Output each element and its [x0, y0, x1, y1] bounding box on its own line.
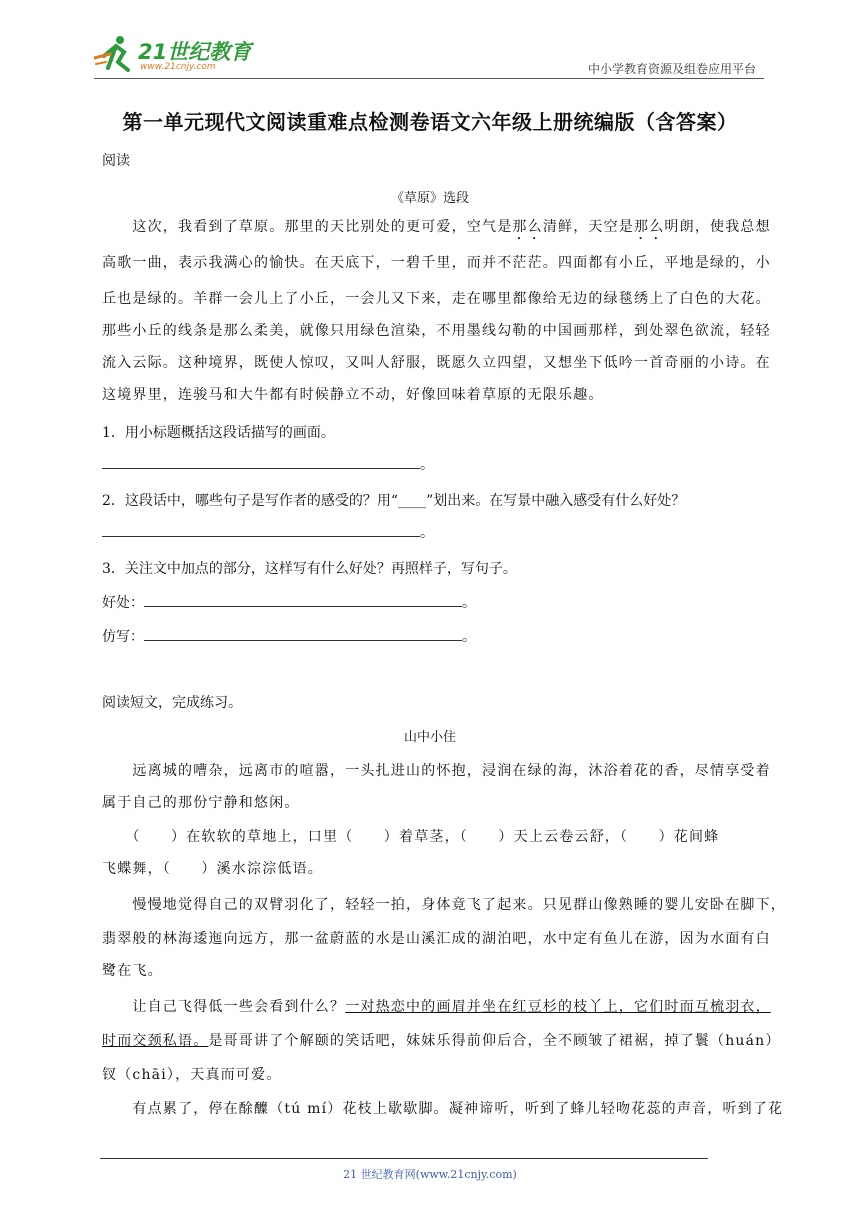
passage1-line: 流入云际。这种境界，既使人惊叹，又叫人舒服，既愿久立四望，又想坐下低吟一首奇丽的小诗。在 [102, 355, 771, 371]
question-3: 3．关注文中加点的部分，这样写有什么好处？再照样子，写句子。 [102, 561, 517, 577]
imitate-answer[interactable]: 仿写： 。 [102, 629, 476, 645]
footer-text: 21 世纪教育网(www.21cnjy.com) [343, 1168, 517, 1181]
dotted-word: 那么 [634, 219, 665, 235]
passage2-line: 翡翠般的林海逶迤向远方，那一盆蔚蓝的水是山溪汇成的湖泊吧，水中定有鱼儿在游，因为水面有白 [102, 931, 771, 947]
passage2-line: 让自己飞得低一些会看到什么？一对热恋中的画眉并坐在红豆杉的枝丫上，它们时而互梳羽衣， [102, 999, 771, 1015]
passage2-line: 有点累了，停在酴醾（tú mí）花枝上歇歇脚。凝神谛听，听到了蜂儿轻吻花蕊的声音，听到了花 [102, 1101, 784, 1117]
platform-name: 中小学教育资源及组卷应用平台 [587, 62, 756, 76]
passage2-line: 时而交颈私语。是哥哥讲了个解颐的笑话吧，妹妹乐得前仰后合，全不顾皱了裙裾，掉了鬟（huán） [102, 1033, 781, 1049]
passage2-line: 慢慢地觉得自己的双臂羽化了，轻轻一拍，身体竟飞了起来。只见群山像熟睡的婴儿安卧在脚下， [102, 897, 786, 913]
section1-heading: 阅读 [102, 153, 130, 169]
question-1: 1．用小标题概括这段话描写的画面。 [102, 425, 335, 441]
passage2-title: 山中小住 [403, 730, 456, 745]
section2-heading: 阅读短文，完成练习。 [102, 695, 242, 711]
underlined-sentence: 时而交颈私语。 [102, 1033, 209, 1049]
passage1-line: 丘也是绿的。羊群一会儿上了小丘，一会儿又下来，走在哪里都像给无边的绿毯绣上了白色的大花。 [102, 291, 771, 307]
passage1-line: 那些小丘的线条是那么柔美，就像只用绿色渲染，不用墨线勾勒的中国画那样，到处翠色欲流，轻轻 [102, 323, 771, 339]
logo-text: 21世纪教育 [138, 40, 252, 64]
logo-url: www.21cnjy.com [140, 62, 216, 72]
passage2-line: 属于自己的那份宁静和悠闲。 [102, 795, 300, 811]
dotted-word: 那么 [512, 219, 543, 235]
header-divider [94, 78, 764, 79]
passage1-line: 这境界里，连骏马和大牛都有时候静立不动，好像回味着草原的无限乐趣。 [102, 387, 604, 403]
passage2-line: 钗（chāi），天真而可爱。 [102, 1067, 282, 1083]
passage1-line: 高歌一曲，表示我满心的愉快。在天底下，一碧千里，而并不茫茫。四面都有小丘，平地是绿的，小 [102, 255, 771, 271]
site-logo [94, 34, 264, 76]
question-2: 2．这段话中，哪些句子是写作者的感受的？用“____”划出来。在写景中融入感受有什么好处？ [102, 493, 686, 509]
passage2-line: 鹭在飞。 [102, 963, 163, 979]
document-title: 第一单元现代文阅读重难点检测卷语文六年级上册统编版（含答案） [122, 110, 738, 134]
answer-line-1[interactable]: 。 [102, 454, 434, 474]
fill-blank-line: 飞蝶舞，（ ）溪水淙淙低语。 [102, 861, 323, 877]
underlined-sentence: 一对热恋中的画眉并坐在红豆杉的枝丫上，它们时而互梳羽衣， [345, 999, 771, 1015]
answer-line-2[interactable]: 。 [102, 522, 434, 542]
passage1-line: 这次，我看到了草原。那里的天比别处的更可爱，空气是那么清鲜，天空是那么明朗，使我总想 [102, 219, 771, 235]
passage2-line: 远离城的嘈杂，远离市的喧嚣，一头扎进山的怀抱，浸润在绿的海，沐浴着花的香，尽情享受着 [102, 763, 771, 779]
fill-blank-line: （ ）在软软的草地上，口里（ ）着草茎，（ ）天上云卷云舒，（ ）花间蜂 [102, 829, 720, 845]
page-header [0, 0, 860, 82]
benefit-answer[interactable]: 好处： 。 [102, 595, 476, 611]
footer-divider [100, 1158, 708, 1159]
passage1-title: 《草原》选段 [390, 191, 469, 206]
